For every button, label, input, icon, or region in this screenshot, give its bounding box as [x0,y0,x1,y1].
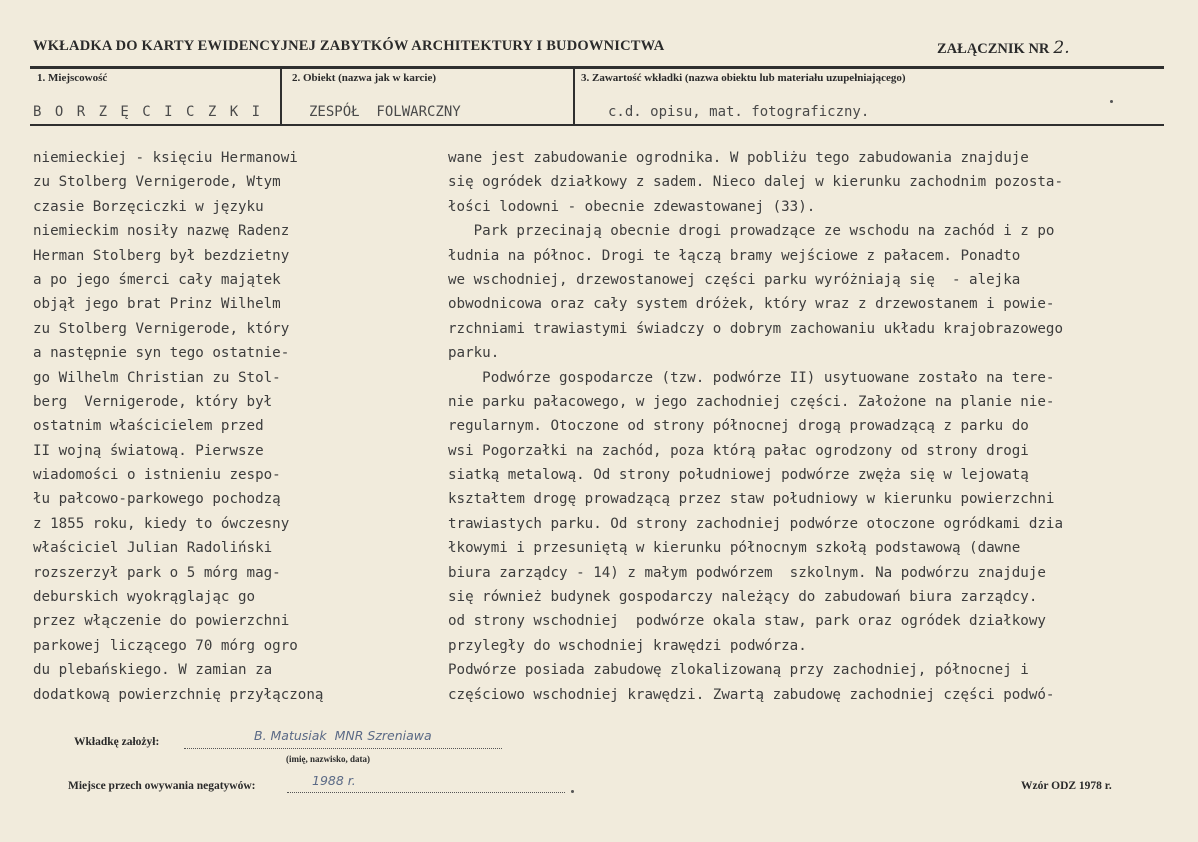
body-left-line: du plebańskiego. W zamian za [33,662,273,679]
annex-label [937,38,1070,58]
body-right-line: rzchniami trawiastymi świadczy o dobrym zachowaniu układu krajobrazowego [448,320,1063,337]
field-divider-1 [280,66,282,124]
body-right-line: wsi Pogorzałki na zachód, poza którą pałac ogrodzony od strony drogi [448,442,1029,459]
negatives-value: 1988 r. [312,773,356,788]
speck-mark [571,790,574,793]
body-left-line: berg Vernigerode, który był [33,393,273,410]
body-right-line: Podwórze gospodarcze (tzw. podwórze II) usytuowane zostało na tere- [448,369,1055,386]
body-right-line: kształtem drogę prowadzącą przez staw południowy w kierunku powierzchni [448,491,1055,508]
body-right-line: przyległy do wschodniej krawędzi podwórza. [448,637,807,654]
author-dotted-line [184,748,502,749]
body-right-line: łości lodowni - obecnie zdewastowanej (33). [448,198,816,215]
body-right-line: siatką metalową. Od strony południowej podwórze zwęża się w lejowatą [448,467,1029,484]
body-right-line: biura zarządcy - 14) z małym podwórzem szkolnym. Na podwórzu znajduje [448,564,1046,581]
author-label: Wkładkę założył: [74,736,160,748]
annex-number: 2. [1053,38,1070,58]
body-left-line: właściciel Julian Radoliński [33,540,273,557]
body-left-column [33,146,433,707]
body-left-line: wiadomości o istnieniu zespo- [33,467,281,484]
body-left-line: zu Stolberg Vernigerode, który [33,320,290,337]
body-right-line: się również budynek gospodarczy należący do zabudowań biura zarządcy. [448,589,1038,606]
body-left-line: objął jego brat Prinz Wilhelm [33,296,281,313]
body-right-line: Podwórze posiada zabudowę zlokalizowaną przy zachodniej, północnej i [448,662,1029,679]
body-left-line: a następnie syn tego ostatnie- [33,345,290,362]
template-label: Wzór ODZ 1978 r. [1021,780,1112,792]
negatives-label: Miejsce przech owywania negatywów: [68,780,256,792]
body-right-line: wane jest zabudowanie ogrodnika. W pobliżu tego zabudowania znajduje [448,150,1029,166]
form-title: WKŁADKA DO KARTY EWIDENCYJNEJ ZABYTKÓW ARCHITEKTURY I BUDOWNICTWA [33,38,665,54]
fields-bottom-rule [30,124,1164,126]
body-left-line: łu pałcowo-parkowego pochodzą [33,491,281,508]
body-right-line: trawiastych parku. Od strony zachodniej podwórze otoczone ogródkami dzia [448,515,1063,532]
body-left-line: deburskich wyokrąglając go [33,589,256,606]
body-left-line: niemieckim nosiły nazwę Radenz [33,223,290,240]
body-right-line: obwodnicowa oraz cały system dróżek, który wraz z drzewostanem i powie- [448,296,1055,313]
body-right-line: łkowymi i przesuniętą w kierunku północnym szkołą podstawową (dawne [448,540,1021,557]
body-left-line: ostatnim właścicielem przed [33,418,264,435]
body-right-line: od strony wschodniej podwórze okala staw, park oraz ogródek działkowy [448,613,1046,630]
body-left-line: zu Stolberg Vernigerode, Wtym [33,174,281,191]
body-right-line: się ogródek działkowy z sadem. Nieco dalej w kierunku zachodnim pozosta- [448,174,1063,191]
body-left-line: z 1855 roku, kiedy to ówczesny [33,515,290,532]
body-right-line: regularnym. Otoczone od strony północnej drogą prowadzącą z parku do [448,418,1029,435]
body-left-line: a po jego śmerci cały majątek [33,271,281,288]
speck-mark [1110,100,1113,103]
body-left-line: II wojną światową. Pierwsze [33,442,264,459]
content-value: c.d. opisu, mat. fotograficzny. [608,104,870,120]
body-left-line: dodatkową powierzchnię przyłączoną [33,686,324,703]
body-left-line: go Wilhelm Christian zu Stol- [33,369,281,386]
author-sublabel: (imię, nazwisko, data) [286,754,370,764]
body-right-line: Park przecinają obecnie drogi prowadzące ze wschodu na zachód i z po [448,223,1055,240]
content-label: 3. Zawartość wkładki (nazwa obiektu lub materiału uzupełniającego) [581,72,906,84]
locality-value: B O R Z Ę C I C Z K I [33,104,263,120]
object-label: 2. Obiekt (nazwa jak w karcie) [292,72,437,84]
body-right-line: łudnia na północ. Drogi te łączą bramy wejściowe z pałacem. Ponadto [448,247,1021,264]
object-value: ZESPÓŁ FOLWARCZNY [309,104,461,120]
field-divider-2 [573,66,575,124]
body-left-line: przez włączenie do powierzchni [33,613,290,630]
annex-label-text: ZAŁĄCZNIK NR [937,41,1050,57]
body-left-line: Herman Stolberg był bezdzietny [33,247,290,264]
locality-label: 1. Miejscowość [37,72,108,84]
body-right-column [448,146,1160,707]
body-left-line: czasie Borzęciczki w języku [33,198,264,215]
header-rule [30,66,1164,69]
body-right-line: nie parku pałacowego, w jego zachodniej części. Założone na planie nie- [448,393,1055,410]
body-left-line: rozszerzył park o 5 mórg mag- [33,564,281,581]
body-right-line: we wschodniej, drzewostanowej części parku wyróżniają się - alejka [448,271,1021,288]
body-right-line: częściowo wschodniej krawędzi. Zwartą zabudowę zachodniej części podwó- [448,686,1055,703]
body-left-line: parkowej liczącego 70 mórg ogro [33,637,298,654]
negatives-dotted-line [287,792,565,793]
body-right-line: parku. [448,345,500,362]
author-signature: B. Matusiak MNR Szreniawa [254,728,432,743]
body-left-line: niemieckiej - księciu Hermanowi [33,150,298,166]
